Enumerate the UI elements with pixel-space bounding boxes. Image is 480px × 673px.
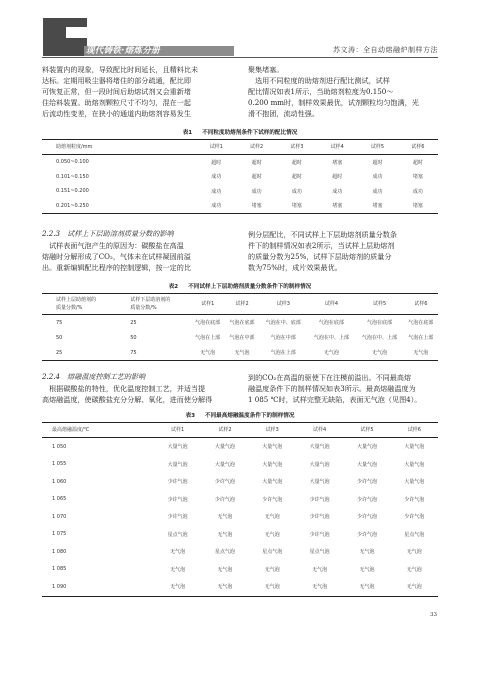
table1-cell: 成功 (196, 199, 236, 214)
table3-cell: 1 065 (52, 496, 67, 503)
table1-cell: 成功 (291, 188, 302, 195)
journal-name: 现代铸铁·熔炼分册 (86, 46, 160, 56)
table1-header-cell: 试样5 (357, 140, 397, 155)
table1-cell: 超时 (332, 174, 343, 181)
left-column-bottom (42, 383, 232, 405)
table3-cell: 大量气泡 (356, 461, 377, 468)
table1-cell: 成功 (372, 174, 383, 181)
table3-cell: 少许气泡 (262, 496, 283, 503)
table3-cell: 大量气泡 (309, 461, 330, 468)
table2 (42, 293, 438, 361)
table1-cell: 堵塞 (277, 199, 317, 214)
table3-cell: 星点气泡 (404, 531, 425, 538)
table3-cell: 大量气泡 (404, 479, 425, 486)
table1-row (42, 155, 438, 170)
right-column-bottom (248, 372, 438, 405)
table3-cell: 无气泡 (217, 514, 233, 521)
table1-header-cell: 试样2 (236, 140, 276, 155)
table2-row (42, 315, 438, 331)
table3-cell: 大量气泡 (262, 479, 283, 486)
header-rule (42, 57, 438, 58)
table3-row (42, 438, 438, 456)
text-line: 出。重新编辑配比程序的控制逻辑，按一定的比 (42, 263, 191, 272)
table3-cell: 无气泡 (359, 549, 375, 556)
table3-header-cell: 试样5 (343, 423, 390, 438)
table3-cell: 大量气泡 (262, 461, 283, 468)
table3-header-cell: 试样3 (249, 423, 296, 438)
table1-header-cell: 试样4 (317, 140, 357, 155)
table3-cell: 星点气泡 (309, 549, 330, 556)
text-line: 滑不抱团，流动性强。 (248, 109, 319, 118)
table2-cell: 气泡在中部 (270, 335, 296, 341)
table2-cell: 气泡在中部 (229, 335, 255, 341)
table3-row (42, 456, 438, 474)
table3-cell: 少许气泡 (309, 514, 330, 521)
table2-cell: 气泡在底部 (367, 320, 393, 326)
table3-cell: 少许气泡 (309, 496, 330, 503)
table3-cell: 少许气泡 (167, 479, 188, 486)
table2-cell: 无气泡 (307, 345, 355, 361)
table1-title: 不同粒度助熔剂条件下试样的配比情况 (202, 130, 298, 136)
text-line: 料装置内的现象，导致配比时间延长，且精料比未 (42, 65, 199, 74)
table2-cell: 气泡在底部 (229, 320, 255, 326)
table2-cell: 气泡在上部 (408, 335, 434, 341)
table1-cell: 超时 (412, 159, 423, 166)
table1-row (42, 170, 438, 185)
table3-cell: 大量气泡 (404, 444, 425, 451)
table3-cell: 1 080 (52, 548, 67, 555)
table3-row (42, 543, 438, 561)
table2-cell: 75 (116, 345, 190, 361)
table2-cell: 气泡在底部 (408, 320, 434, 326)
table1-row (42, 199, 438, 214)
table3-header-cell: 最高熔融温度/℃ (42, 423, 154, 438)
table2-header-cell: 试样下层助溶剂的 质量分数/% (116, 294, 190, 315)
table2-cell: 25 (130, 319, 137, 326)
table3-cell: 大量气泡 (404, 461, 425, 468)
table2-header-cell: 试样4 (307, 294, 355, 315)
table3-cell: 少许气泡 (404, 496, 425, 503)
table2-cell: 气泡在上部 (259, 345, 307, 361)
table3-cell: 1 070 (52, 513, 67, 520)
right-column-top (248, 64, 438, 119)
journal-logo-notch (66, 27, 87, 38)
text-line: 数为75%时，成片效果最优。 (248, 263, 342, 272)
table3-cell: 无气泡 (359, 566, 375, 573)
table2-header-cell: 试样6 (404, 294, 438, 315)
table3-cell: 无气泡 (406, 549, 422, 556)
table3-cell: 少许气泡 (167, 514, 188, 521)
table3-cell: 少许气泡 (356, 479, 377, 486)
table1-caption (42, 128, 438, 136)
table1-row (42, 184, 438, 199)
table3-cell: 大量气泡 (214, 444, 235, 451)
table1-cell: 超时 (372, 159, 383, 166)
table1-cell: 超时 (251, 159, 262, 166)
table1-cell: 超时 (291, 159, 302, 166)
table3-title: 不同最高熔融温度条件下的制样情况 (204, 413, 295, 419)
table3-row (42, 561, 438, 579)
table1-cell: 堵塞 (398, 199, 438, 214)
text-line: 熔融时分解形成了CO₂，气体未在试样凝固前溢 (42, 252, 191, 261)
table3-cell: 大量气泡 (309, 479, 330, 486)
text-line: 选用不同粒度的助熔剂进行配比测试，试样 (248, 76, 390, 85)
table2-cell: 50 (56, 334, 63, 341)
left-column-mid (42, 240, 232, 273)
page-header (0, 0, 480, 58)
table3-cell: 少许气泡 (356, 496, 377, 503)
table2-title: 不同试样上下层助熔剂质量分数条件下的制样情况 (188, 284, 312, 290)
table3-number: 表3 (185, 413, 195, 419)
section-2-2-4-heading: 2.2.4 熔融温度控制工艺的影响 (42, 372, 146, 381)
text-line: 例分层配比，不同试样上下层助熔剂质量分数条 (248, 230, 397, 239)
text-line: 的质量分数为25%，试样下层助熔剂的质量分 (248, 252, 392, 261)
table2-cell: 无气泡 (355, 345, 403, 361)
table1-header-cell: 试样1 (196, 140, 236, 155)
page-number: 33 (430, 612, 437, 618)
table3-cell: 1 055 (52, 461, 67, 468)
table3-cell: 少许气泡 (214, 496, 235, 503)
table3-cell: 无气泡 (296, 578, 343, 596)
table2-cell: 气泡在中、上部 (313, 335, 349, 341)
section-2-2-3-heading: 2.2.3 试样上下层助溶剂质量分数的影响 (42, 229, 174, 238)
table3-cell: 1 050 (52, 443, 67, 450)
table2-cell: 75 (56, 319, 63, 326)
table3-cell: 无气泡 (154, 578, 201, 596)
table3-cell: 无气泡 (217, 566, 233, 573)
table3-cell: 无气泡 (201, 578, 248, 596)
table2-caption (42, 282, 438, 290)
table3-cell: 少许气泡 (356, 531, 377, 538)
table3-row (42, 491, 438, 509)
table3-cell: 无气泡 (264, 531, 280, 538)
table2-header-cell: 试样1 (190, 294, 224, 315)
table3-cell: 大量气泡 (309, 444, 330, 451)
table3-cell: 无气泡 (343, 578, 390, 596)
table2-cell: 气泡在中、上部 (362, 335, 398, 341)
table3-cell: 少许气泡 (167, 496, 188, 503)
text-line: 试样表面气泡产生的原因为：碳酸盐在高温 (42, 241, 184, 250)
table3-cell: 少许气泡 (309, 531, 330, 538)
table2-cell: 无气泡 (190, 345, 224, 361)
table3-header-cell: 试样4 (296, 423, 343, 438)
table1-cell: 超时 (251, 174, 262, 181)
table3-cell: 无气泡 (406, 566, 422, 573)
table2-cell: 25 (42, 345, 116, 361)
table1-cell: 堵塞 (317, 199, 357, 214)
table1-cell: 0.201~0.250 (42, 199, 196, 214)
table1-cell: 成功 (412, 188, 423, 195)
table1-header-cell: 助熔剂粒度/mm (42, 140, 196, 155)
table3-cell: 无气泡 (249, 578, 296, 596)
text-line: 到的CO₂在高温的驱使下在注模前溢出。不同最高熔 (248, 373, 412, 382)
text-line: 后流动性变差，在狭小的通道内助熔剂容易发生 (42, 109, 191, 118)
text-line: 聚集堵塞。 (248, 65, 284, 74)
table3-cell: 无气泡 (170, 549, 186, 556)
table3-cell: 大量气泡 (167, 444, 188, 451)
table1-cell: 堵塞 (332, 159, 343, 166)
table1-cell: 成功 (372, 188, 383, 195)
table3-caption (42, 411, 438, 419)
text-line: 达标。定期用吸尘器将堵住的部分疏通，配比即 (42, 76, 191, 85)
table1 (42, 139, 438, 214)
table3-header-cell: 试样1 (154, 423, 201, 438)
table1-header-cell: 试样6 (398, 140, 438, 155)
table3-cell: 无气泡 (264, 566, 280, 573)
table1-cell: 成功 (211, 174, 222, 181)
table3-cell: 少许气泡 (404, 514, 425, 521)
table3-cell: 1 075 (52, 531, 67, 538)
table3-cell: 大量气泡 (214, 461, 235, 468)
table3-cell: 大量气泡 (262, 444, 283, 451)
table2-number: 表2 (168, 284, 179, 290)
text-line: 1 085 ℃时，试样完整无缺陷，表面无气泡（见图4）。 (248, 395, 422, 404)
table3-cell: 少许气泡 (356, 514, 377, 521)
table3-row (42, 473, 438, 491)
table1-cell: 0.050~0.100 (56, 159, 89, 166)
table3-row (42, 508, 438, 526)
table1-cell: 堵塞 (357, 199, 397, 214)
running-title: 苏文涛：全自动熔融炉制样方法 (333, 46, 438, 54)
table1-number: 表1 (182, 130, 193, 136)
table3-cell: 星点气泡 (214, 549, 235, 556)
text-line: 可恢复正常，但一段时间后助熔试剂又会重新堵 (42, 87, 191, 96)
table3-cell: 无气泡 (264, 514, 280, 521)
table3-row (42, 526, 438, 544)
text-line: 住给料装置。助熔剂颗粒尺寸不均匀，混在一起 (42, 98, 191, 107)
text-line: 配比情况如表1所示，当助熔剂粒度为0.150～ (248, 87, 394, 96)
table3-header-cell: 试样6 (391, 423, 438, 438)
text-line: 高熔融温度，使碳酸盐充分分解、氧化，进而使分解得 (42, 395, 213, 404)
left-column-top (42, 64, 232, 119)
table1-cell: 堵塞 (236, 199, 276, 214)
table2-header-cell: 试样2 (225, 294, 259, 315)
text-line: 0.200 mm时，制样效果最优，试剂颗粒均匀饱满，光 (248, 98, 419, 107)
table3-cell: 无气泡 (217, 531, 233, 538)
text-line: 根据碳酸盐的特性，优化温度控制工艺，并适当提 (42, 384, 206, 393)
table3-cell: 1 060 (52, 478, 67, 485)
table1-header-cell: 试样3 (277, 140, 317, 155)
table2-header-cell: 试样3 (259, 294, 307, 315)
table1-cell: 超时 (291, 174, 302, 181)
table3-cell: 无气泡 (312, 566, 328, 573)
table1-cell: 0.151~0.200 (56, 188, 89, 195)
table3-cell: 大量气泡 (356, 444, 377, 451)
table3-cell: 大量气泡 (167, 461, 188, 468)
table2-cell: 50 (130, 334, 137, 341)
table2-header-cell: 试样上层助熔剂的 质量分数/% (42, 294, 116, 315)
table3-cell: 无气泡 (170, 566, 186, 573)
table3-cell: 星点气泡 (262, 549, 283, 556)
table3-cell: 少许气泡 (214, 479, 235, 486)
table1-cell: 超时 (211, 159, 222, 166)
text-line: 件下的制样情况如表2所示，当试样上层助熔剂 (248, 241, 395, 250)
table3-cell: 星点气泡 (167, 531, 188, 538)
table3-cell: 1 085 (52, 566, 67, 573)
table2-cell: 气泡在底部 (195, 320, 221, 326)
table2-row (42, 330, 438, 345)
text-line: 融温度条件下的制样情况如表3所示。最高熔融温度为 (248, 384, 416, 393)
table2-cell: 气泡在上部 (195, 335, 221, 341)
table2-cell: 无气泡 (225, 345, 259, 361)
table2-cell: 无气泡 (404, 345, 438, 361)
table1-cell: 成功 (332, 188, 343, 195)
table3-header-cell: 试样2 (201, 423, 248, 438)
right-column-mid (248, 229, 438, 273)
table3-cell: 1 090 (42, 578, 154, 596)
table1-cell: 成功 (251, 188, 262, 195)
table1-cell: 堵塞 (412, 174, 423, 181)
table3-cell: 无气泡 (391, 578, 438, 596)
table2-cell: 气泡在中、底部 (265, 320, 301, 326)
table3-row (42, 578, 438, 596)
table3 (42, 422, 438, 597)
table1-cell: 0.101~0.150 (56, 173, 89, 180)
table2-row (42, 345, 438, 361)
table2-header-cell: 试样5 (355, 294, 403, 315)
table2-cell: 气泡在底部 (318, 320, 344, 326)
table1-cell: 成功 (211, 188, 222, 195)
